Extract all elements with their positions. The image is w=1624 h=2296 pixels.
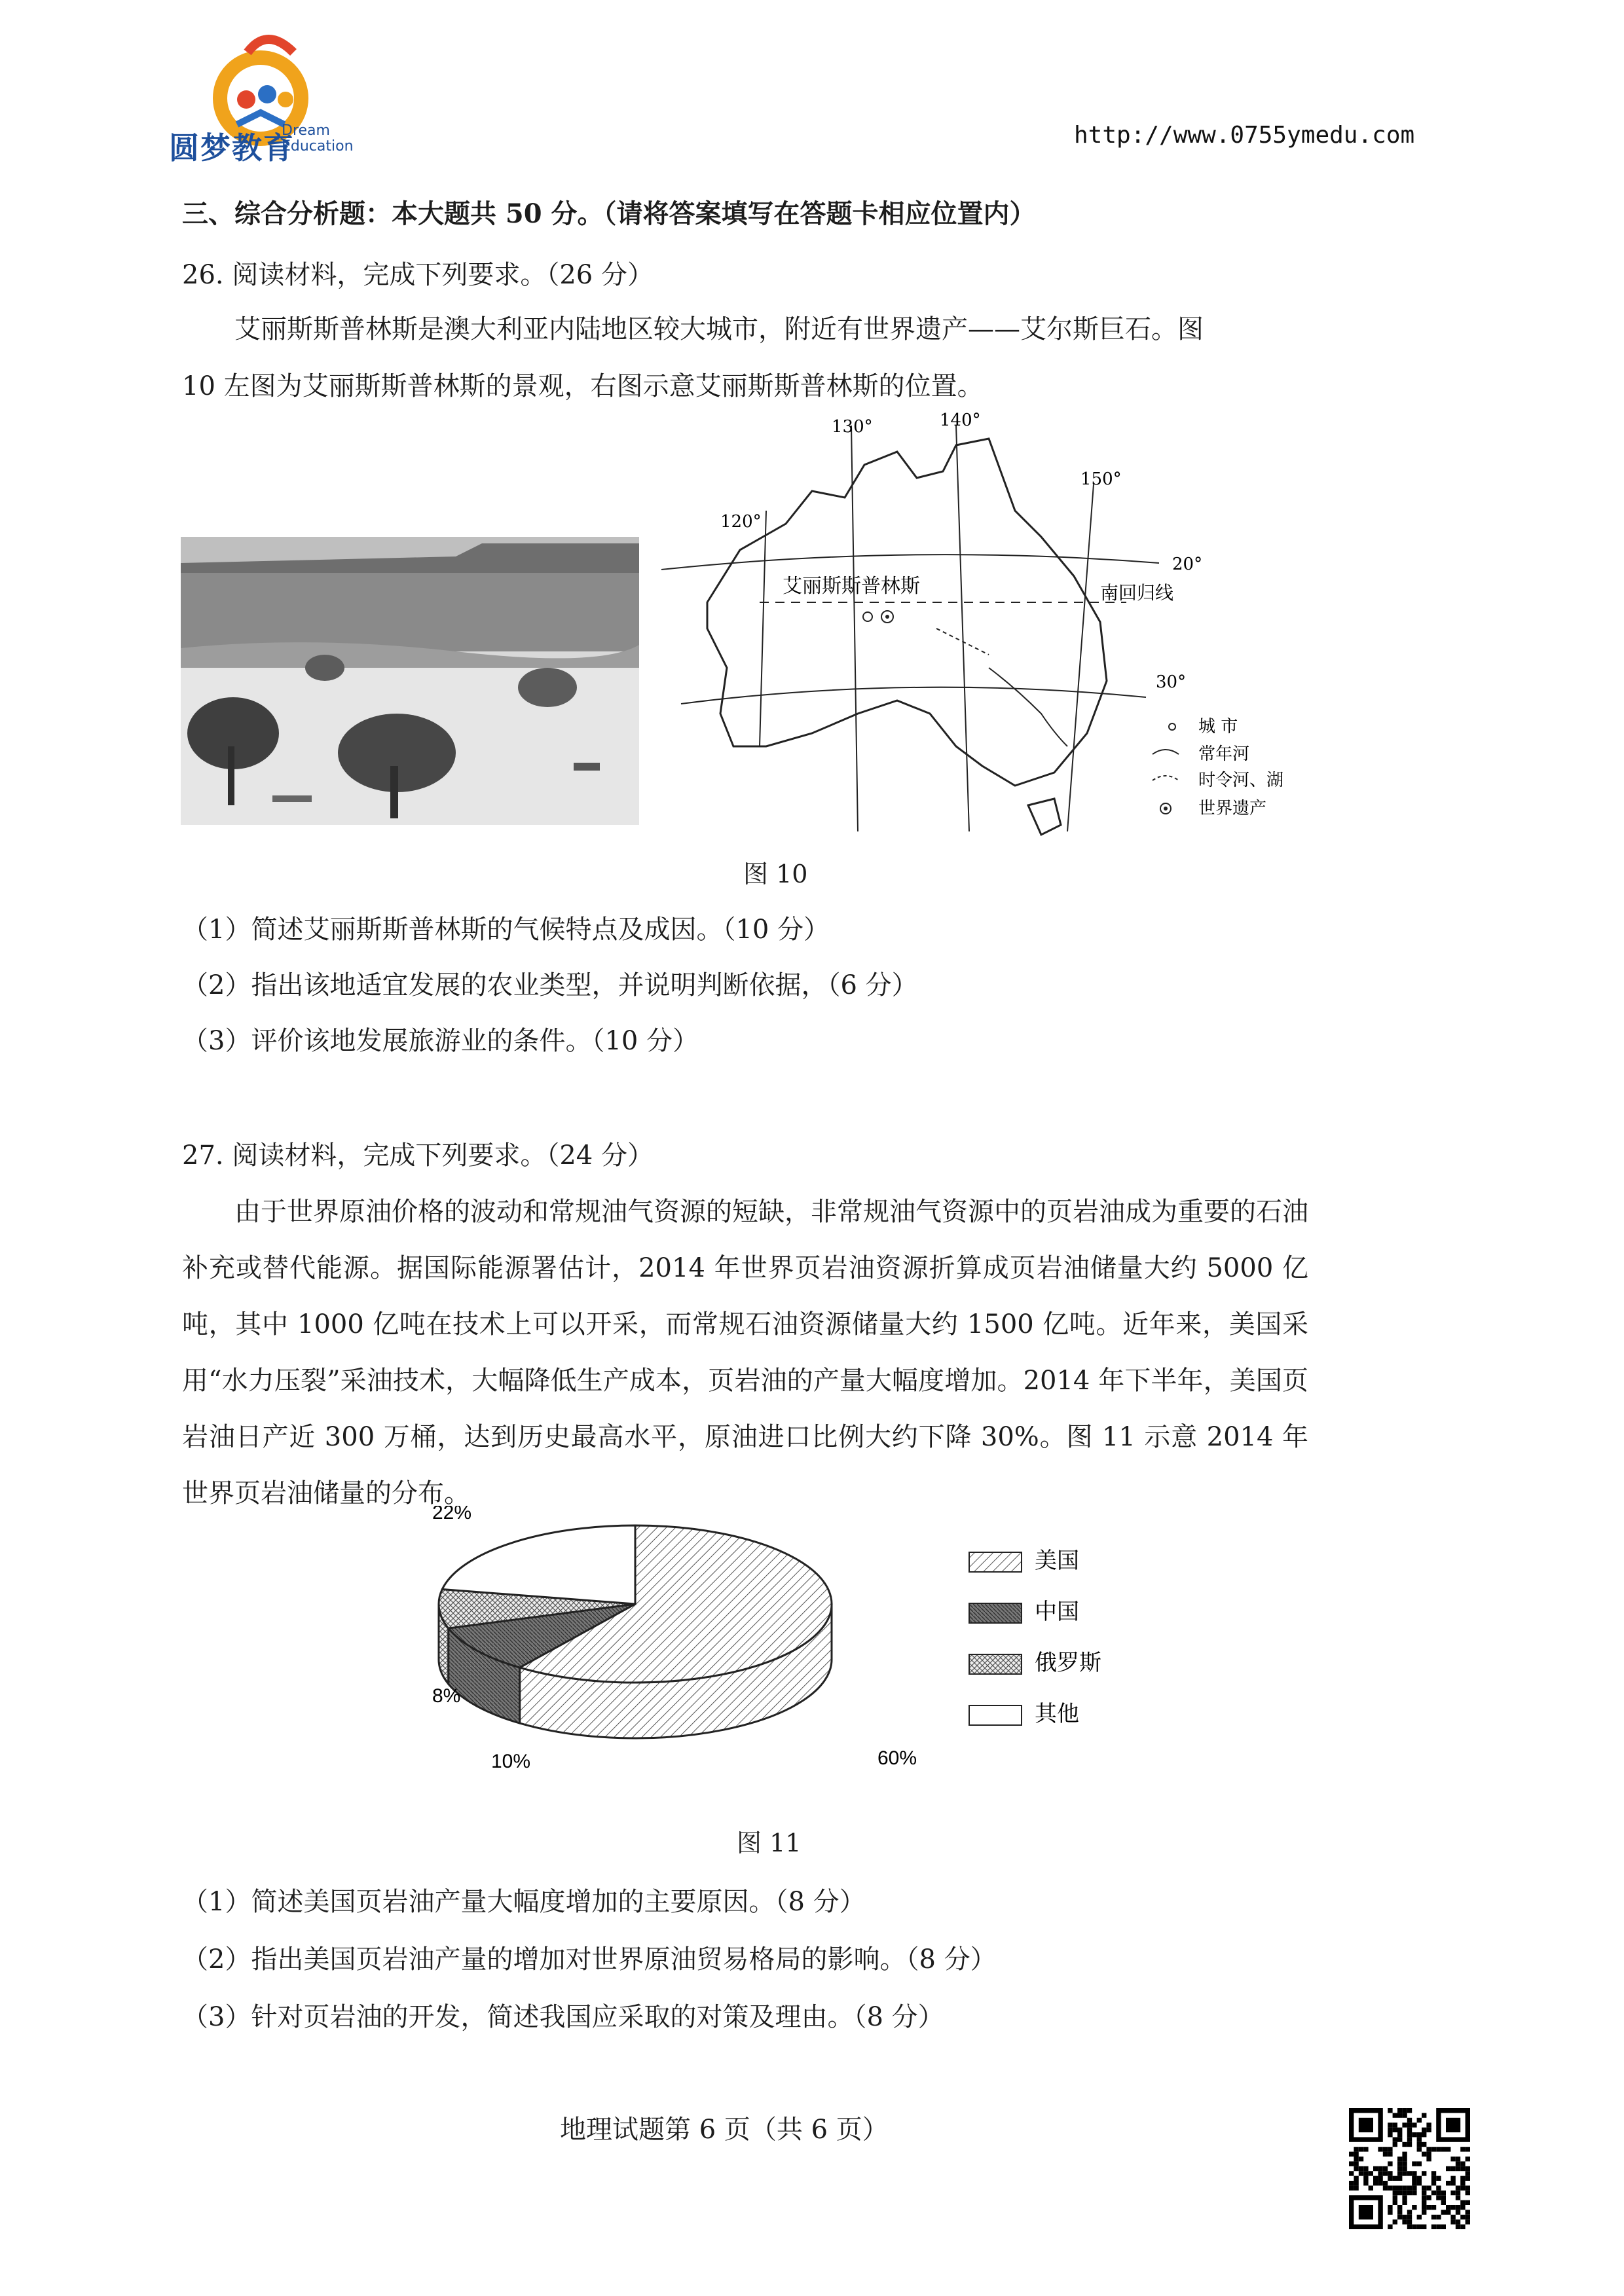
section-heading: 三、综合分析题：本大题共 50 分。（请将答案填写在答题卡相应位置内） <box>182 198 1036 229</box>
map-lat-30: 30° <box>1156 672 1187 692</box>
pie-label-中国: 10% <box>491 1751 531 1772</box>
map-lat-20: 20° <box>1172 555 1203 574</box>
page-footer: 地理试题第 6 页（共 6 页） <box>560 2115 889 2145</box>
australia-location-map <box>648 406 1303 864</box>
logo-english-line-2: Education <box>282 138 354 155</box>
pie-label-俄罗斯: 8% <box>432 1685 461 1707</box>
logo-english-line-1: Dream <box>282 122 330 139</box>
map-lon-130: 130° <box>832 417 873 437</box>
legend-city: 城 市 <box>1198 717 1238 737</box>
question-26-sub-2: （2）指出该地适宜发展的农业类型，并说明判断依据，（6 分） <box>182 970 918 1000</box>
question-26-material-line-1: 艾丽斯斯普林斯是澳大利亚内陆地区较大城市，附近有世界遗产——艾尔斯巨石。图 <box>234 314 1204 344</box>
logo-english-name <box>282 123 354 155</box>
question-27-sub-2: （2）指出美国页岩油产量的增加对世界原油贸易格局的影响。（8 分） <box>182 1944 997 1975</box>
question-26-sub-3: （3）评价该地发展旅游业的条件。（10 分） <box>182 1026 699 1056</box>
pie-label-美国: 60% <box>877 1747 917 1769</box>
legend-swatch-中国 <box>969 1603 1022 1623</box>
shale-oil-reserves-pie-chart <box>419 1506 1172 1794</box>
question-27-sub-1: （1）简述美国页岩油产量大幅度增加的主要原因。（8 分） <box>182 1887 866 1917</box>
question-26-sub-1: （1）简述艾丽斯斯普林斯的气候特点及成因。（10 分） <box>182 915 830 945</box>
legend-swatch-美国 <box>969 1552 1022 1572</box>
question-27-sub-3: （3）针对页岩油的开发，简述我国应采取的对策及理由。（8 分） <box>182 2002 944 2032</box>
legend-label-其他: 其他 <box>1035 1701 1079 1727</box>
logo-chinese-name: 圆梦教育 <box>169 130 295 166</box>
legend-label-中国: 中国 <box>1035 1599 1079 1625</box>
question-27-title: 27. 阅读材料，完成下列要求。（24 分） <box>182 1140 654 1171</box>
legend-seasonal-river: 时令河、湖 <box>1198 771 1284 790</box>
figure-11-caption: 图 11 <box>737 1829 802 1857</box>
map-city-label: 艾丽斯斯普林斯 <box>783 575 920 598</box>
qr-code[interactable] <box>1349 2108 1470 2229</box>
legend-label-美国: 美国 <box>1035 1548 1079 1574</box>
alice-springs-landscape-photo <box>181 537 639 825</box>
map-lon-140: 140° <box>940 410 981 430</box>
map-lon-150: 150° <box>1080 469 1122 489</box>
pie-label-其他: 22% <box>432 1506 472 1523</box>
question-26-title: 26. 阅读材料，完成下列要求。（26 分） <box>182 260 654 290</box>
legend-perennial-river: 常年河 <box>1198 744 1250 764</box>
legend-swatch-其他 <box>969 1705 1022 1725</box>
legend-world-heritage: 世界遗产 <box>1198 799 1267 818</box>
website-url[interactable]: http://www.0755ymedu.com <box>1074 122 1415 149</box>
map-lon-120: 120° <box>720 512 762 532</box>
map-tropic-label: 南回归线 <box>1100 582 1174 604</box>
question-26-material-line-2: 10 左图为艾丽斯斯普林斯的景观，右图示意艾丽斯斯普林斯的位置。 <box>182 371 984 401</box>
legend-label-俄罗斯: 俄罗斯 <box>1035 1650 1101 1676</box>
legend-swatch-俄罗斯 <box>969 1654 1022 1674</box>
question-27-material: 由于世界原油价格的波动和常规油气资源的短缺，非常规油气资源中的页岩油成为重要的石油补充或替代能源。据国际能源署估计，2014 年世界页岩油资源折算成页岩油储量大约 5000 亿吨，其中 1000 亿吨在技术上可以开采，而常规石油资源储量大约 1500 亿吨。近年来，美国采用“水力压裂”采油技术，大幅降低生产成本，页岩油的产量大幅度增加。2014 年下半年，美国页岩油日产近 300 万桶，达到历史最高水平，原油进口比例大约下降 30%。图 11 示意 2014 年世界页岩油储量的分布。 <box>182 1197 1308 1508</box>
figure-10-caption: 图 10 <box>743 860 808 888</box>
pie-slice-其他 <box>442 1525 635 1604</box>
